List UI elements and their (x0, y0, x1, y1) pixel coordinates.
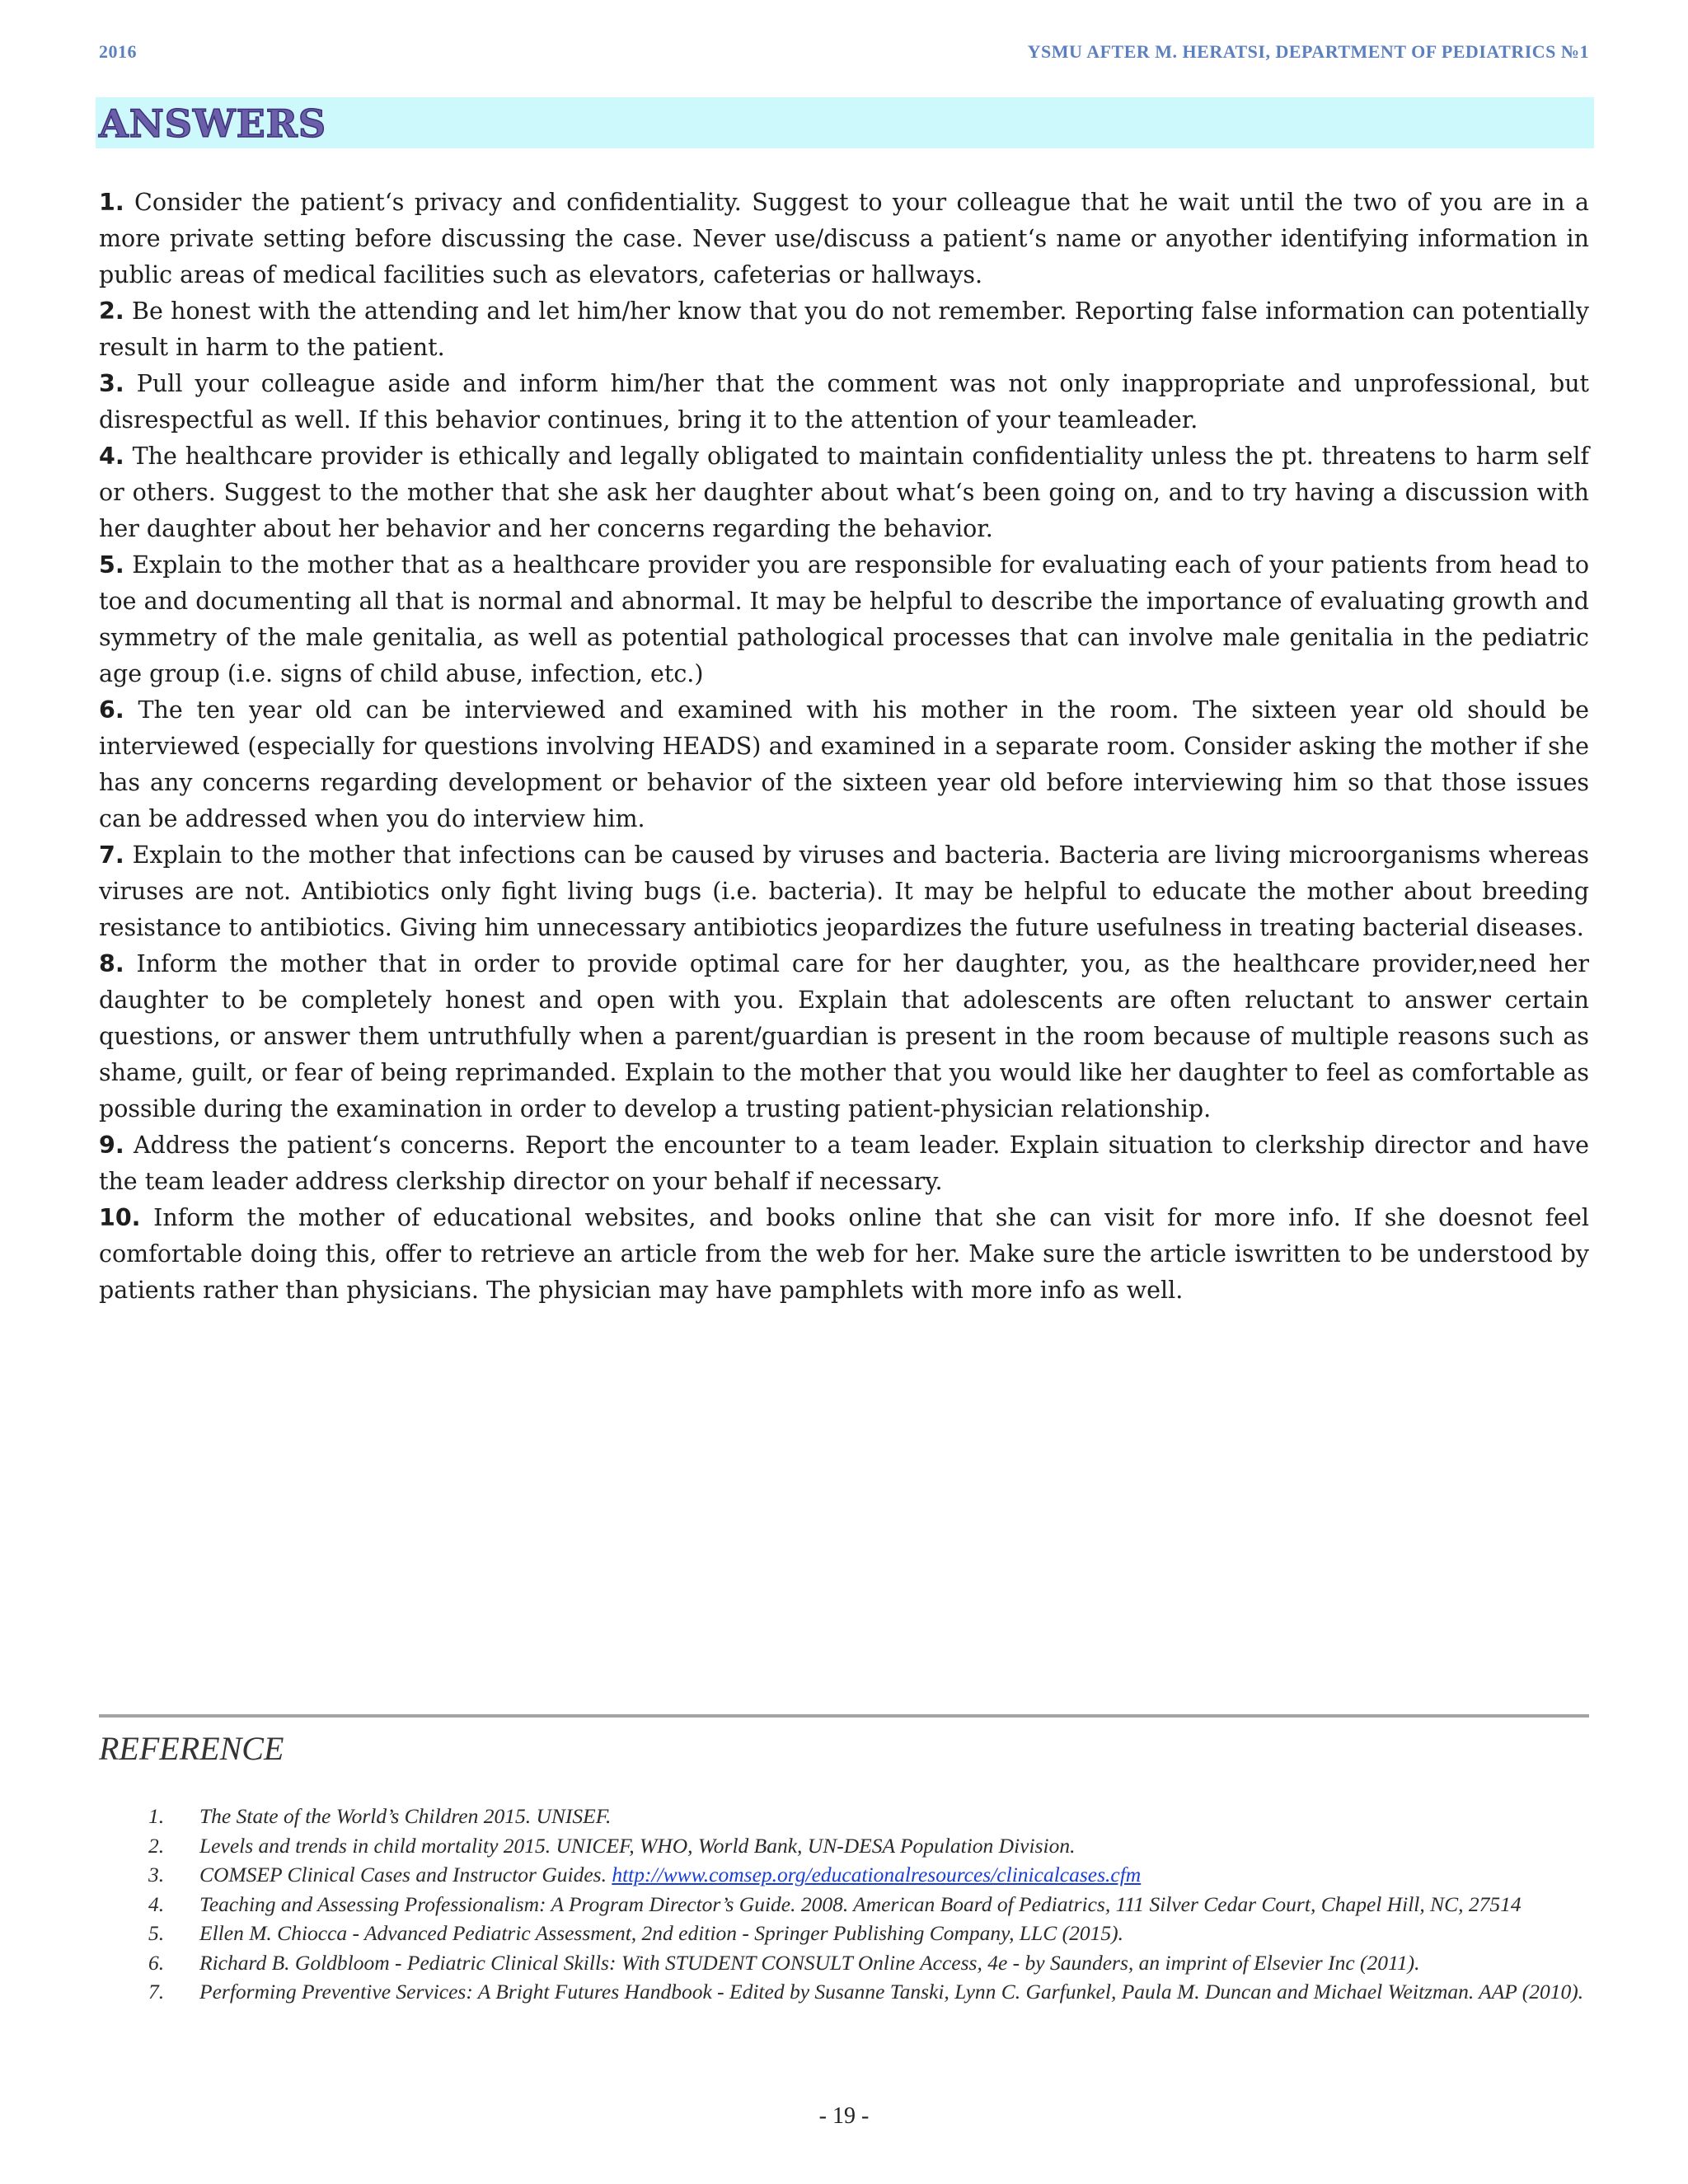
reference-list (148, 1802, 1589, 2007)
reference-divider (99, 1714, 1589, 1718)
answer-text: Be honest with the attending and let him/her know that you do not remember. Reporting false information can potentially result in harm to the patient. (99, 298, 1589, 361)
answers-title: ANSWERS (99, 101, 327, 146)
reference-number: 2. (148, 1833, 165, 1858)
answer-item (99, 438, 1589, 547)
reference-item (148, 1948, 1589, 1978)
answer-text: Explain to the mother that infections can be caused by viruses and bacteria. Bacteria are living microorganisms whereas viruses are not. Antibiotics only fight living bugs (i.e. bacteria). It may be helpful to educate the mother about breeding resistance to antibiotics. Giving him unnecessary antibiotics jeopardizes the future usefulness in treating bacterial diseases. (99, 841, 1590, 941)
answer-text: Pull your colleague aside and inform him/her that the comment was not only inappropriate and unprofessional, but disrespectful as well. If this behavior continues, bring it to the attention of your teamleader. (99, 370, 1590, 434)
reference-number: 7. (148, 1980, 165, 2004)
answer-item (99, 1200, 1589, 1309)
reference-number: 5. (148, 1921, 165, 1945)
reference-text: Ellen M. Chiocca - Advanced Pediatric Assessment, 2nd edition - Springer Publishing Company, LLC (2015). (199, 1921, 1123, 1945)
reference-text: Teaching and Assessing Professionalism: A Program Director’s Guide. 2008. American Board of Pediatrics, 111 Silver Cedar Court, Chapel Hill, NC, 27514 (199, 1891, 1522, 1916)
answers-heading-bar (96, 97, 1594, 148)
answer-number: 10. (99, 1204, 141, 1231)
answer-text: The healthcare provider is ethically and legally obligated to maintain confidentiality unless the pt. threatens to harm self or others. Suggest to the mother that she ask her daughter about what‘s been going on, and to try having a discussion with her daughter about her behavior and her concerns regarding the behavior. (99, 443, 1589, 542)
page-number: - 19 - (818, 2103, 870, 2129)
reference-number: 4. (148, 1891, 165, 1916)
answer-number: 5. (99, 551, 124, 579)
answer-text: Inform the mother that in order to provide optimal care for her daughter, you, as the healthcare provider,need her daughter to be completely honest and open with you. Explain that adolescents are often reluctant to answer certain questions, or answer them untruthfully when a parent/guardian is present in the room because of multiple reasons such as shame, guilt, or fear of being reprimanded. Explain to the mother that you would like her daughter to feel as comfortable as possible during the examination in order to develop a trusting patient-physician relationship. (99, 950, 1589, 1122)
answer-text: The ten year old can be interviewed and examined with his mother in the room. The sixteen year old should be interviewed (especially for questions involving HEADS) and examined in a separate room. Consider asking the mother if she has any concerns regarding development or behavior of the sixteen year old before interviewing him so that those issues can be addressed when you do interview him. (99, 696, 1589, 832)
reference-text: COMSEP Clinical Cases and Instructor Guides. (199, 1863, 612, 1886)
answer-item (99, 547, 1589, 692)
reference-title: REFERENCE (99, 1730, 284, 1767)
reference-text: Levels and trends in child mortality 2015. UNICEF, WHO, World Bank, UN-DESA Population Division. (199, 1833, 1076, 1858)
reference-item (148, 1890, 1589, 1919)
header-department: YSMU AFTER M. HERATSI, DEPARTMENT OF PEDIATRICS №1 (1027, 41, 1589, 62)
reference-text: Performing Preventive Services: A Bright Futures Handbook - Edited by Susanne Tanski, Lynn C. Garfunkel, Paula M. Duncan and Michael Weitzman. AAP (2010). (199, 1980, 1584, 2004)
answer-text: Explain to the mother that as a healthcare provider you are responsible for evaluating each of your patients from head to toe and documenting all that is normal and abnormal. It may be helpful to describe the importance of evaluating growth and symmetry of the male genitalia, as well as potential pathological processes that can involve male genitalia in the pediatric age group (i.e. signs of child abuse, infection, etc.) (99, 551, 1589, 687)
reference-number: 1. (148, 1804, 165, 1828)
answer-number: 3. (99, 370, 124, 397)
reference-number: 3. (148, 1863, 165, 1886)
answer-text: Consider the patient‘s privacy and confidentiality. Suggest to your colleague that he wait until the two of you are in a more private setting before discussing the case. Never use/discuss a patient‘s name or anyother identifying information in public areas of medical facilities such as elevators, cafeterias or hallways. (99, 189, 1589, 288)
answers-list (99, 185, 1589, 1309)
answer-item (99, 946, 1589, 1127)
comsep-link[interactable]: http://www.comsep.org/educationalresources/clinicalcases.cfm (612, 1863, 1142, 1886)
reference-item (148, 1919, 1589, 1948)
reference-item (148, 1977, 1589, 2007)
answer-item (99, 837, 1589, 946)
answer-item (99, 692, 1589, 837)
answer-number: 2. (99, 298, 124, 325)
answer-number: 1. (99, 189, 124, 216)
reference-item (148, 1860, 1589, 1890)
answer-number: 4. (99, 443, 124, 470)
answer-number: 6. (99, 696, 124, 724)
answer-number: 8. (99, 950, 124, 977)
answer-item (99, 185, 1589, 293)
answer-item (99, 366, 1589, 438)
reference-text: Richard B. Goldbloom - Pediatric Clinical Skills: With STUDENT CONSULT Online Access, 4e - by Saunders, an imprint of Elsevier Inc (2011). (199, 1950, 1420, 1975)
answer-number: 7. (99, 841, 124, 869)
reference-text: The State of the World’s Children 2015. UNISEF. (199, 1804, 612, 1828)
reference-number: 6. (148, 1950, 165, 1975)
answer-text: Inform the mother of educational websites, and books online that she can visit for more info. If she doesnot feel comfortable doing this, offer to retrieve an article from the web for her. Make sure the article iswritten to be understood by patients rather than physicians. The physician may have pamphlets with more info as well. (99, 1204, 1590, 1304)
answer-text: Address the patient‘s concerns. Report the encounter to a team leader. Explain situation to clerkship director and have the team leader address clerkship director on your behalf if necessary. (99, 1132, 1589, 1195)
reference-item (148, 1802, 1589, 1831)
answer-item (99, 1127, 1589, 1200)
answer-number: 9. (99, 1132, 124, 1159)
header-year: 2016 (99, 41, 137, 62)
reference-item (148, 1831, 1589, 1861)
answer-item (99, 293, 1589, 366)
